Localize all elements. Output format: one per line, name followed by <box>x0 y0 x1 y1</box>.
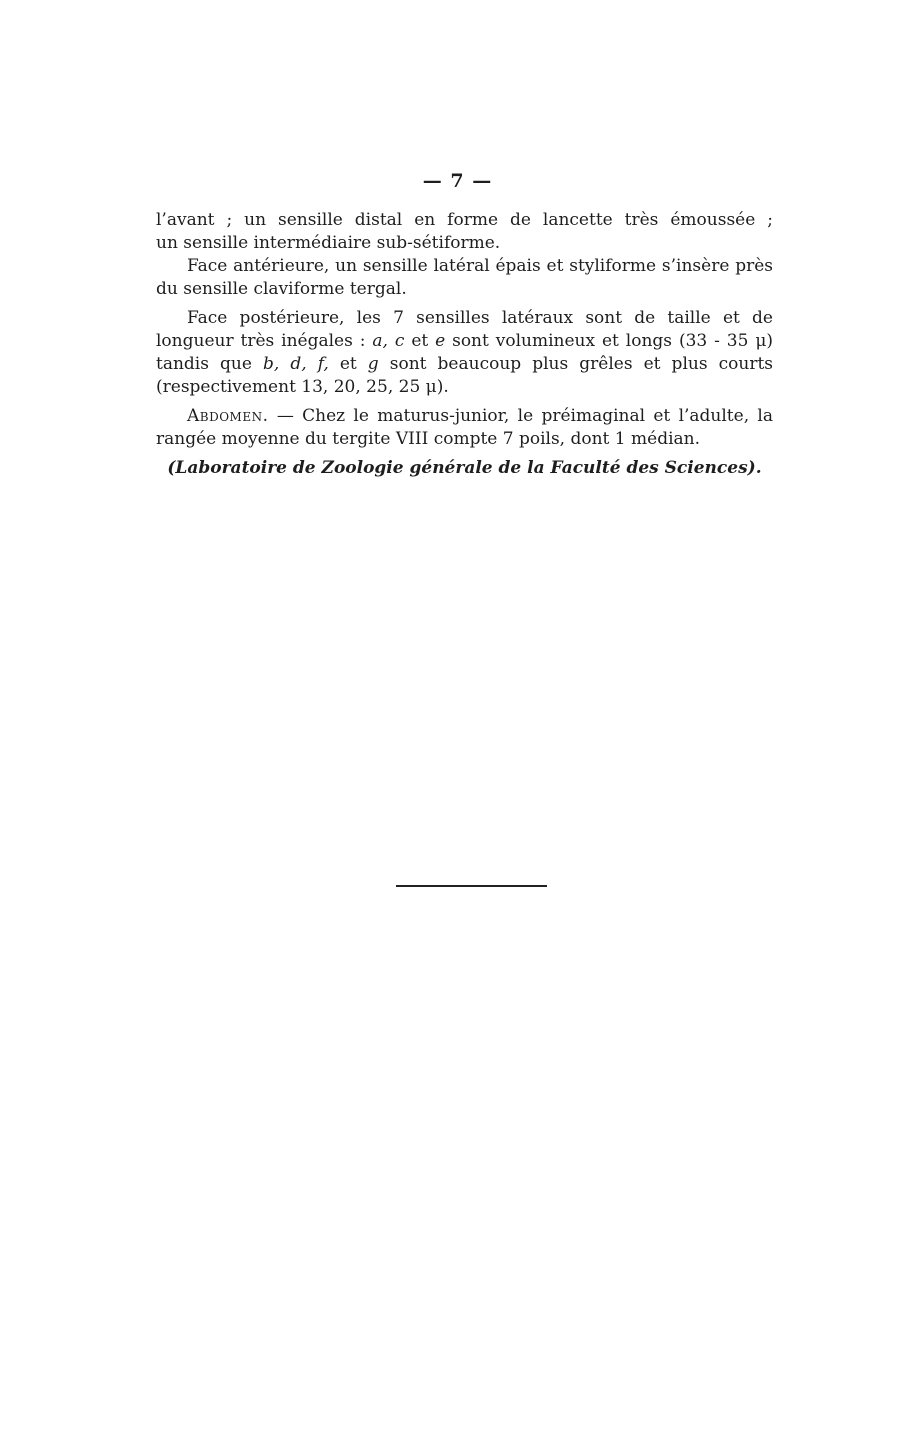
variable-a: a, <box>372 331 388 351</box>
variable-e: e <box>435 331 446 351</box>
affiliation: (Laboratoire de Zoologie générale de la Faculté des Sciences). <box>167 458 762 478</box>
section-heading-abdomen: Abdomen. <box>187 406 269 426</box>
variable-b: b, <box>262 354 280 374</box>
para3-sep-5: et <box>328 354 368 374</box>
variable-f: f, <box>317 354 329 374</box>
variable-c: c <box>394 331 405 351</box>
end-rule <box>396 885 547 887</box>
para3-sep-1 <box>388 331 395 351</box>
paragraph-continuation-line-1: l’avant ; un sensille distal en forme de lancette très émoussée ; <box>156 210 773 230</box>
para3-sep-4 <box>307 354 318 374</box>
variable-d: d, <box>290 354 307 374</box>
paragraph-face-posterieure <box>156 307 773 399</box>
para3-prefix: Face postérieure, les 7 sensilles latéraux sont de taille et de longueur très inégales : <box>156 308 773 351</box>
body-text <box>156 209 773 480</box>
page-number: — 7 — <box>422 170 493 192</box>
paragraph-abdomen <box>156 405 773 451</box>
para3-mid: sont volumineux et longs (33 - 35 μ) tandis que <box>156 331 773 374</box>
abdomen-text: — Chez le maturus-junior, le préimaginal et l’adulte, la rangée moyenne du tergite VIII compte 7 poils, dont 1 médian. <box>156 406 773 449</box>
paragraph-face-anterieure: Face antérieure, un sensille latéral épais et styliforme s’insère près du sensille claviforme tergal. <box>156 256 773 299</box>
para3-sep-3 <box>279 354 290 374</box>
variable-g: g <box>367 354 379 374</box>
paragraph-continuation-line-2: un sensille intermédiaire sub-sétiforme. <box>156 233 501 253</box>
para3-suffix: sont beaucoup plus grêles et plus courts (respectivement 13, 20, 25, 25 μ). <box>156 354 773 397</box>
para3-sep-2: et <box>404 331 436 351</box>
